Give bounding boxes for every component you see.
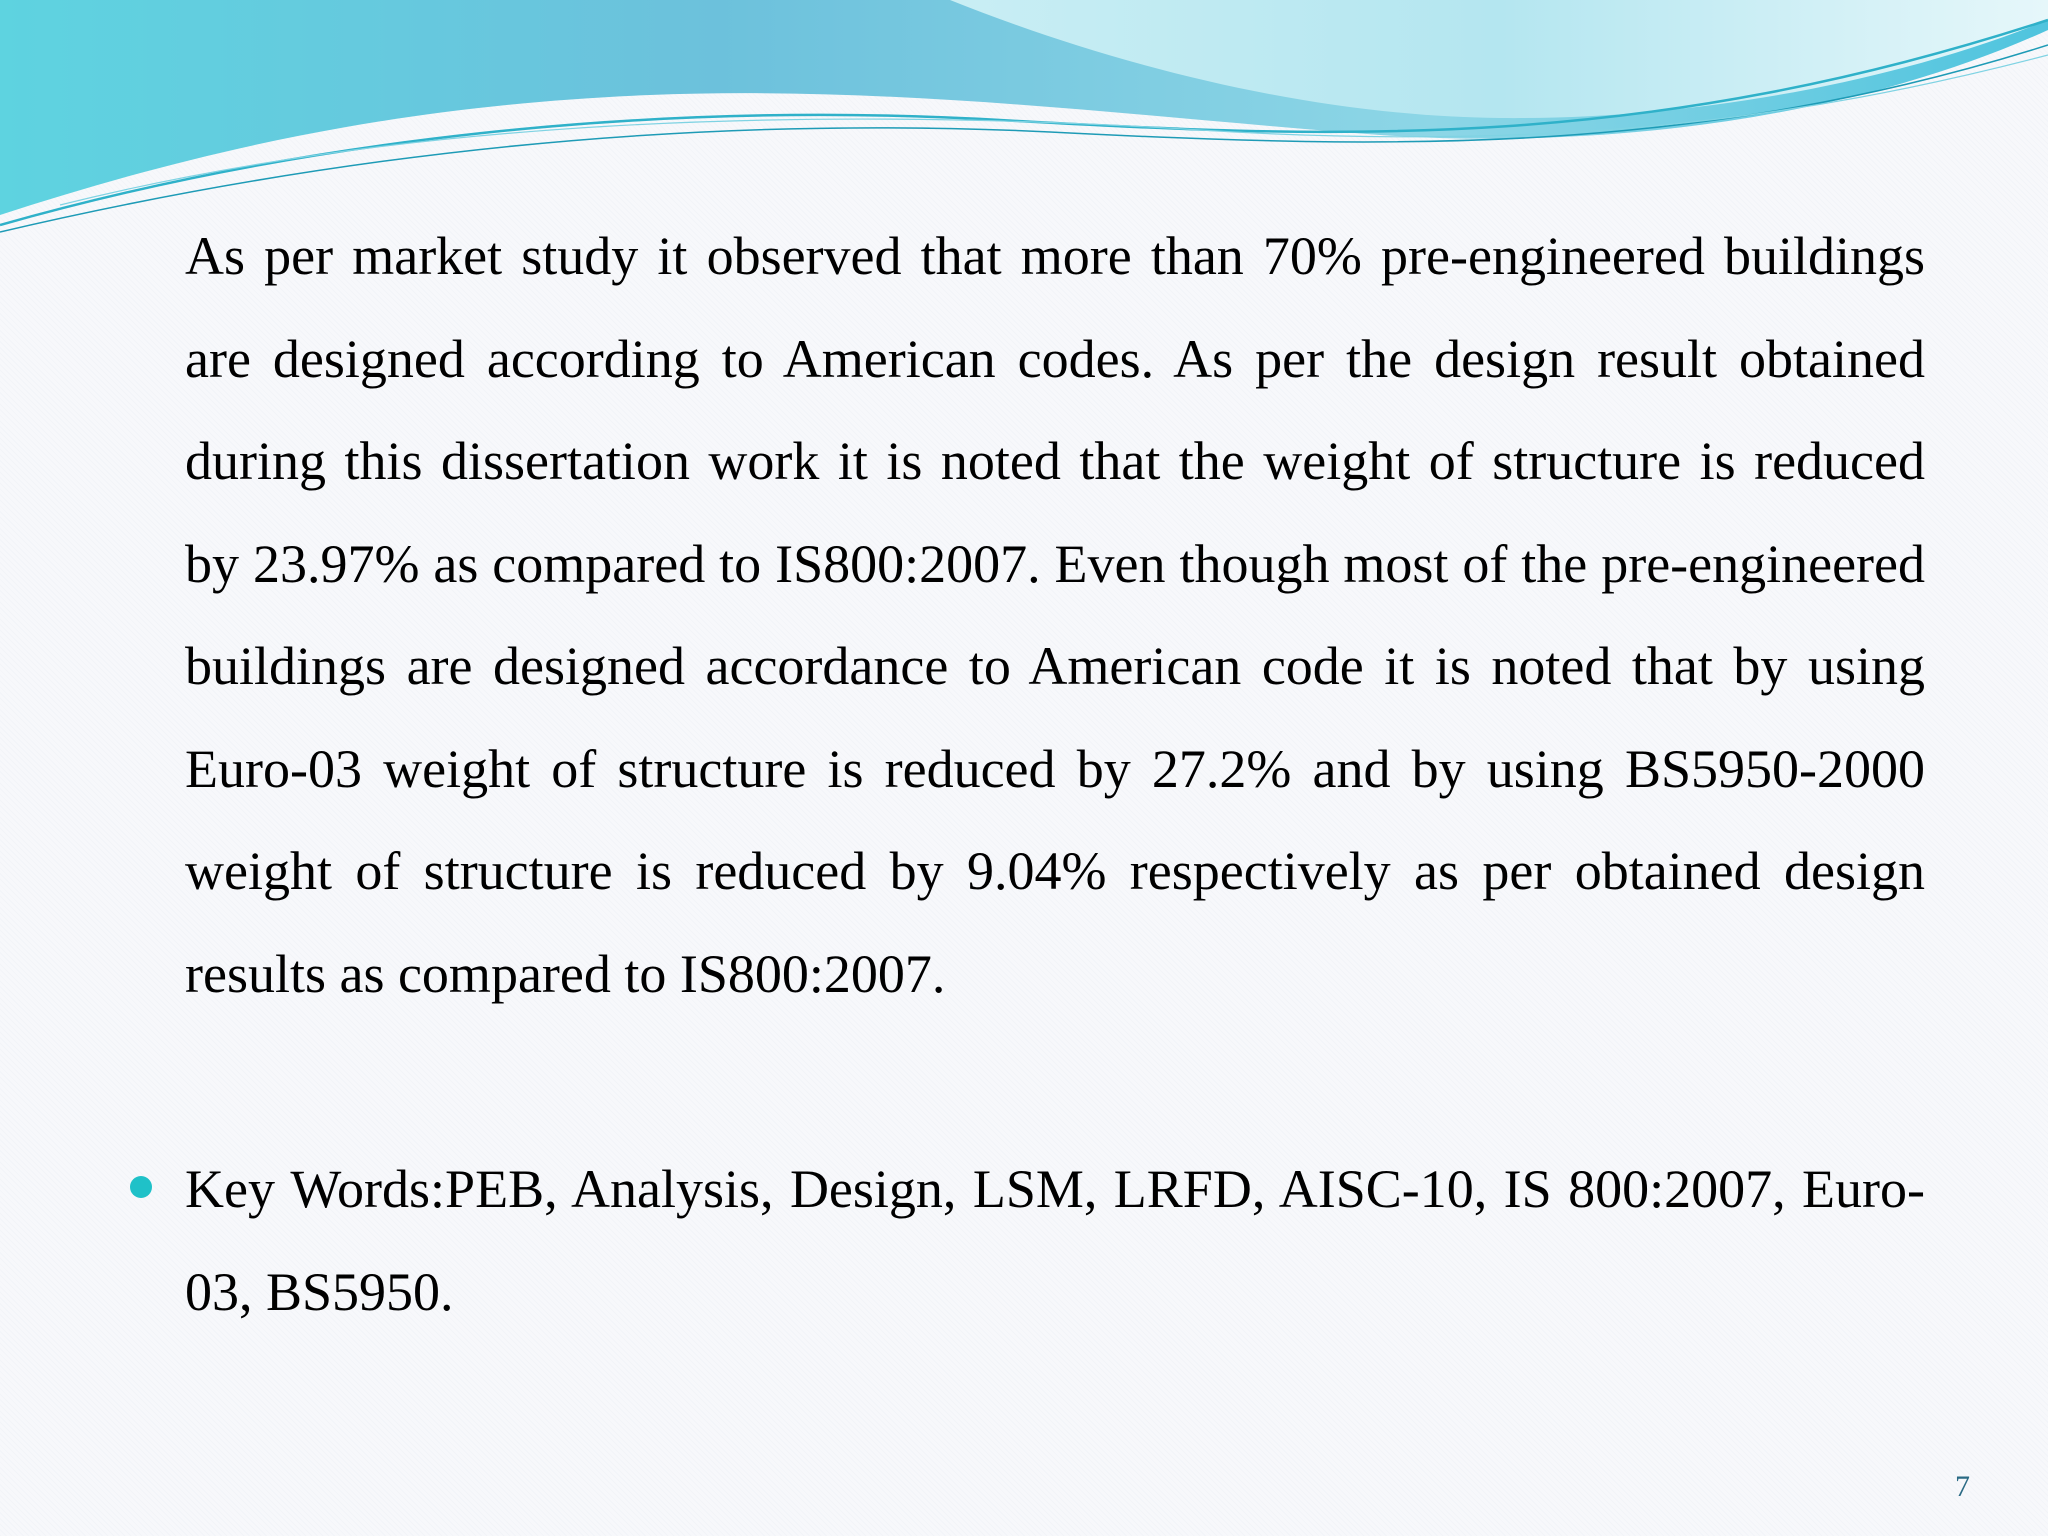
bullet-icon	[130, 1176, 152, 1198]
header-wave-decoration	[0, 0, 2048, 240]
slide-number: 7	[1955, 1470, 1970, 1503]
keywords-text: Key Words:PEB, Analysis, Design, LSM, LRFD, AISC-10, IS 800:2007, Euro-03, BS5950.	[185, 1159, 1925, 1322]
body-paragraph: As per market study it observed that more than 70% pre-engineered buildings are designed according to American codes. As per the design result obtained during this dissertation work it is noted that the weight of structure is reduced by 23.97% as compared to IS800:2007. Even though most of the pre-engineered buildings are designed accordance to American code it is noted that by using Euro-03 weight of structure is reduced by 27.2% and by using BS5950-2000 weight of structure is reduced by 9.04% respectively as per obtained design results as compared to IS800:2007.	[185, 226, 1925, 1004]
